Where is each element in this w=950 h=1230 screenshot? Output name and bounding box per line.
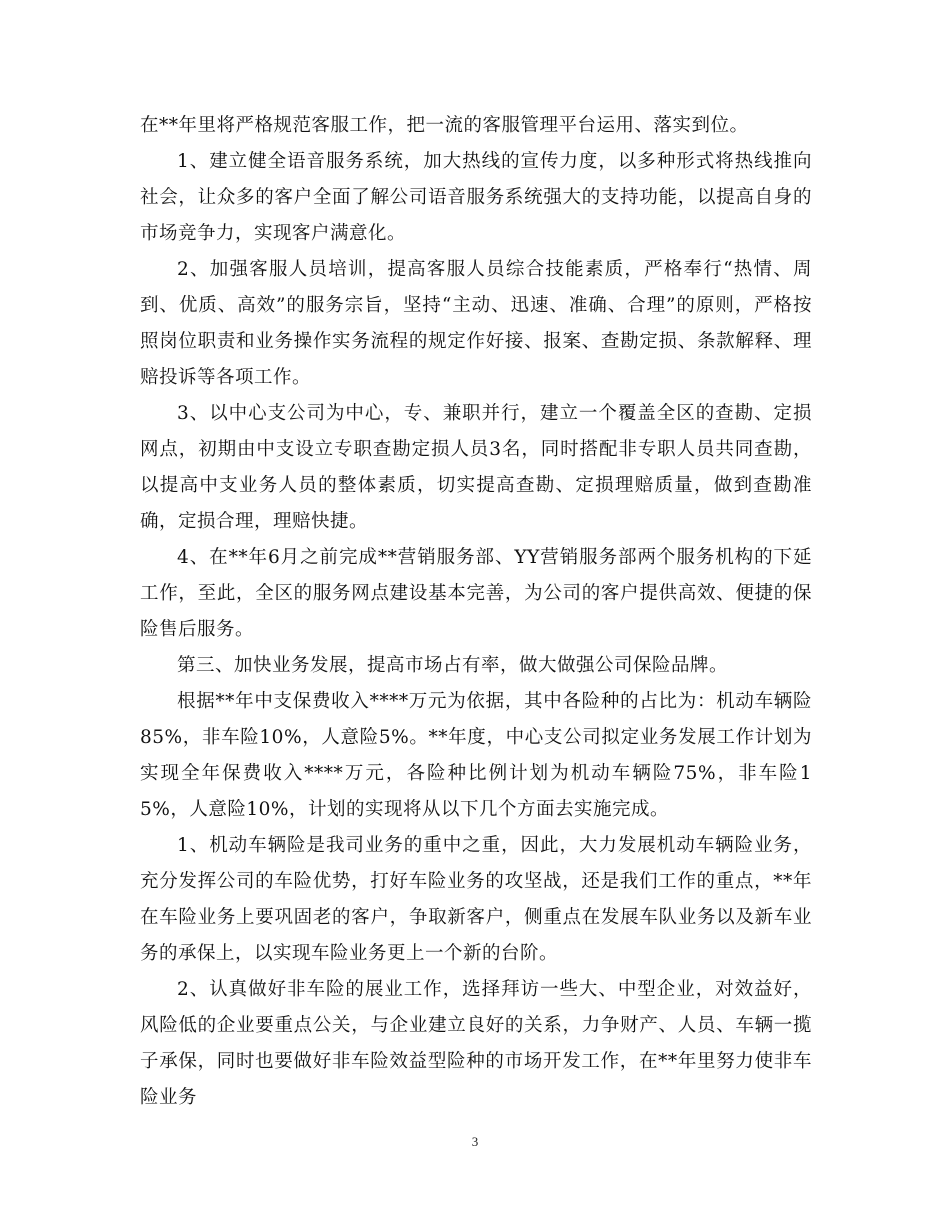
paragraph-4: 3、以中心支公司为中心，专、兼职并行，建立一个覆盖全区的查勘、定损网点，初期由中支设立专职查勘定损人员3名，同时搭配非专职人员共同查勘，以提高中支业务人员的整体素质，切实提高查勘、定损理赔质量，做到查勘准确，定损合理，理赔快捷。 <box>140 403 812 532</box>
document-body <box>140 108 812 1116</box>
page-number: 3 <box>471 1134 479 1149</box>
paragraph-8: 1、机动车辆险是我司业务的重中之重，因此，大力发展机动车辆险业务，充分发挥公司的车险优势，打好车险业务的攻坚战，还是我们工作的重点，**年在车险业务上要巩固老的客户，争取新客户，侧重点在发展车队业务以及新车业务的承保上，以实现车险业务更上一个新的台阶。 <box>140 835 812 964</box>
paragraph-5: 4、在**年6月之前完成**营销服务部、YY营销服务部两个服务机构的下延工作，至此，全区的服务网点建设基本完善，为公司的客户提供高效、便捷的保险售后服务。 <box>140 547 812 640</box>
paragraph-9: 2、认真做好非车险的展业工作，选择拜访一些大、中型企业，对效益好，风险低的企业要重点公关，与企业建立良好的关系，力争财产、人员、车辆一揽子承保，同时也要做好非车险效益型险种的市场开发工作，在**年里努力使非车险业务 <box>140 979 812 1108</box>
paragraph-2: 1、建立健全语音服务系统，加大热线的宣传力度，以多种形式将热线推向社会，让众多的客户全面了解公司语音服务系统强大的支持功能，以提高自身的市场竞争力，实现客户满意化。 <box>140 151 812 244</box>
section-heading-3: 第三、加快业务发展，提高市场占有率，做大做强公司保险品牌。 <box>177 655 729 676</box>
paragraph-1: 在**年里将严格规范客服工作，把一流的客服管理平台运用、落实到位。 <box>140 115 749 136</box>
paragraph-7: 根据**年中支保费收入****万元为依据，其中各险种的占比为：机动车辆险85%，非车险10%，人意险5%。**年度，中心支公司拟定业务发展工作计划为实现全年保费收入****万元，各险种比例计划为机动车辆险75%，非车险15%，人意险10%，计划的实现将从以下几个方面去实施完成。 <box>140 691 812 820</box>
paragraph-3: 2、加强客服人员培训，提高客服人员综合技能素质，严格奉行“热情、周到、优质、高效”的服务宗旨，坚持“主动、迅速、准确、合理”的原则，严格按照岗位职责和业务操作实务流程的规定作好接、报案、查勘定损、条款解释、理赔投诉等各项工作。 <box>140 259 812 388</box>
